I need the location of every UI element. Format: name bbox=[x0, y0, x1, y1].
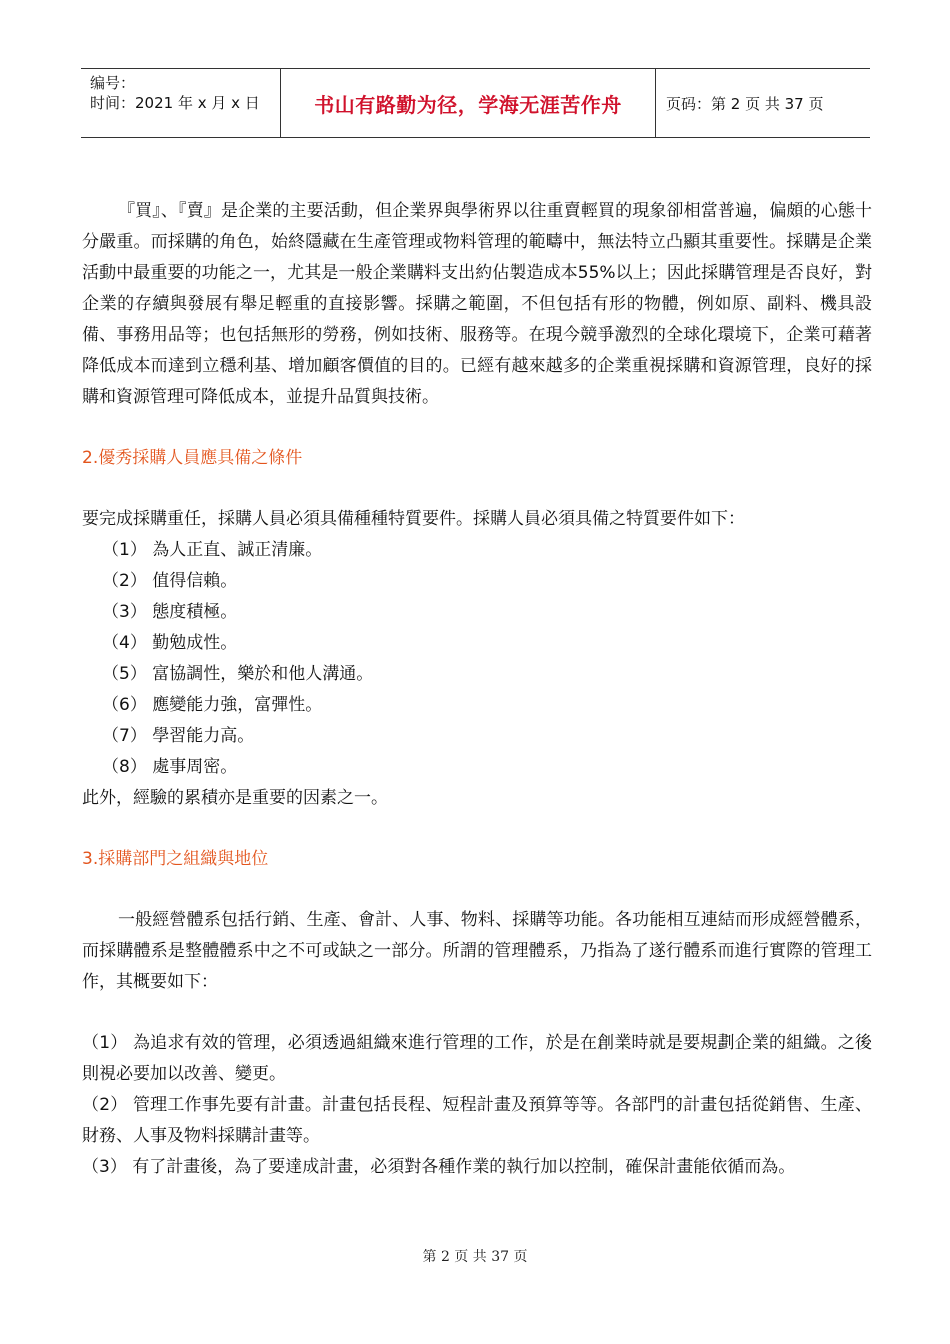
document-header bbox=[81, 68, 870, 138]
list-item: （3） 態度積極。 bbox=[102, 602, 238, 622]
section-heading-3: 3.採購部門之組織與地位 bbox=[82, 849, 269, 869]
section3-point: （1） 為追求有效的管理，必須透過組織來進行管理的工作，於是在創業時就是要規劃企業的組織。之後則視必要加以改善、變更。 bbox=[82, 1033, 872, 1084]
list-item: （1） 為人正直、誠正清廉。 bbox=[102, 540, 323, 560]
header-motto: 书山有路勤为径，学海无涯苦作舟 bbox=[281, 69, 656, 137]
intro-paragraph: 『買』、『賣』是企業的主要活動，但企業界與學術界以往重賣輕買的現象卻相當普遍，偏頗的心態十分嚴重。而採購的角色，始終隱藏在生產管理或物料管理的範疇中，無法特立凸顯其重要性。採購是企業活動中最重要的功能之一，尤其是一般企業購料支出約佔製造成本55%以上；因此採購管理是否良好，對企業的存續與發展有舉足輕重的直接影響。採購之範圍，不但包括有形的物體，例如原、副料、機具設備、事務用品等；也包括無形的勞務，例如技術、服務等。在現今競爭激烈的全球化環境下，企業可藉著降低成本而達到立穩利基、增加顧客價值的目的。已經有越來越多的企業重視採購和資源管理，良好的採購和資源管理可降低成本，並提升品質與技術。 bbox=[82, 201, 872, 407]
header-meta bbox=[81, 69, 281, 137]
document-body bbox=[82, 196, 872, 1183]
header-page-info: 页码：第 2 页 共 37 页 bbox=[666, 94, 824, 113]
section3-point: （3） 有了計畫後，為了要達成計畫，必須對各種作業的執行加以控制，確保計畫能依循而為。 bbox=[82, 1157, 796, 1177]
list-item: （5） 富協調性，樂於和他人溝通。 bbox=[102, 664, 374, 684]
list-item: （6） 應變能力強，富彈性。 bbox=[102, 695, 323, 715]
section2-intro: 要完成採購重任，採購人員必須具備種種特質要件。採購人員必須具備之特質要件如下： bbox=[82, 509, 745, 529]
document-date: 时间：2021 年 x 月 x 日 bbox=[90, 94, 260, 112]
list-item: （8） 處事周密。 bbox=[102, 757, 238, 777]
list-item: （2） 值得信賴。 bbox=[102, 571, 238, 591]
document-number-label: 编号： bbox=[90, 74, 136, 92]
list-item: （4） 勤勉成性。 bbox=[102, 633, 238, 653]
section-heading-2: 2.優秀採購人員應具備之條件 bbox=[82, 448, 303, 468]
section3-paragraph: 一般經營體系包括行銷、生產、會計、人事、物料、採購等功能。各功能相互連結而形成經營體系，而採購體系是整體體系中之不可或缺之一部分。所謂的管理體系，乃指為了遂行體系而進行實際的管理工作，其概要如下： bbox=[82, 910, 872, 992]
page-footer: 第 2 页 共 37 页 bbox=[422, 1249, 528, 1265]
section3-point: （2） 管理工作事先要有計畫。計畫包括長程、短程計畫及預算等等。各部門的計畫包括從銷售、生產、財務、人事及物料採購計畫等。 bbox=[82, 1095, 872, 1146]
list-item: （7） 學習能力高。 bbox=[102, 726, 255, 746]
section2-outro: 此外，經驗的累積亦是重要的因素之一。 bbox=[82, 788, 388, 808]
